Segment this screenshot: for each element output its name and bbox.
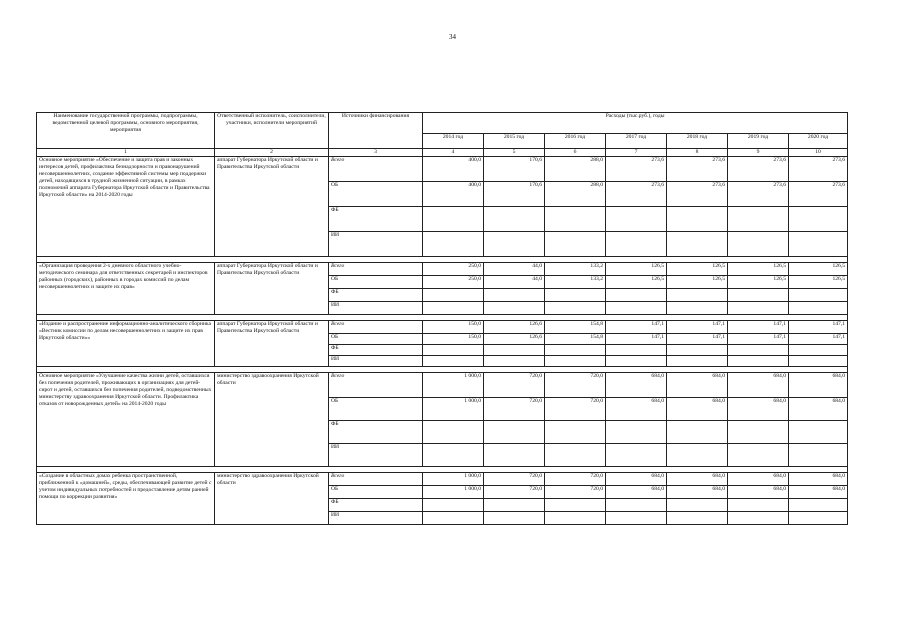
expense-value: 147,1 [606, 334, 667, 345]
funding-source: ОБ [329, 276, 423, 289]
expense-value: 147,1 [728, 334, 789, 345]
expense-value: 684,0 [606, 473, 667, 486]
expense-value: 273,6 [789, 182, 848, 207]
header-year: 2020 год [789, 134, 848, 149]
expense-value: 273,6 [728, 182, 789, 207]
expense-value: 273,6 [728, 157, 789, 182]
expense-value [789, 232, 848, 257]
funding-source: ФБ [329, 345, 423, 356]
column-number: 9 [728, 149, 789, 157]
expense-value [789, 289, 848, 302]
expense-value: 684,0 [667, 486, 728, 499]
expense-value: 154,8 [545, 321, 606, 334]
expense-value [789, 421, 848, 444]
page-number: 34 [449, 33, 456, 41]
column-number: 8 [667, 149, 728, 157]
expense-value: 154,8 [545, 334, 606, 345]
expense-value [667, 444, 728, 467]
measure-name: «Издание и распространение информационно-аналитического сборника «Вестник комиссии по делам несовершеннолетних и защите их прав Иркутской области»» [37, 321, 215, 367]
expense-value: 126,5 [728, 263, 789, 276]
responsible-executor: министерство здравоохранения Иркутской области [215, 473, 329, 525]
expense-value: 126,6 [484, 334, 545, 345]
table-row [37, 373, 848, 398]
expense-value: 273,6 [667, 182, 728, 207]
expense-value [423, 356, 484, 367]
funding-source: ОБ [329, 334, 423, 345]
column-number: 7 [606, 149, 667, 157]
header-year: 2015 год [484, 134, 545, 149]
expense-value: 684,0 [667, 373, 728, 398]
expense-value: 720,0 [545, 373, 606, 398]
expense-value: 147,1 [728, 321, 789, 334]
expense-value [545, 207, 606, 232]
expense-value [606, 345, 667, 356]
expense-value [667, 289, 728, 302]
expense-value: 684,0 [728, 373, 789, 398]
expense-value: 684,0 [789, 398, 848, 421]
expense-value [728, 499, 789, 512]
expense-value: 684,0 [606, 398, 667, 421]
funding-source: ФБ [329, 421, 423, 444]
funding-source: ИИ [329, 512, 423, 525]
expense-value [484, 302, 545, 315]
expense-value [789, 345, 848, 356]
expense-value: 126,5 [728, 276, 789, 289]
expense-value [789, 444, 848, 467]
expense-value: 684,0 [728, 486, 789, 499]
budget-table [36, 112, 848, 525]
expense-value: 150,0 [423, 321, 484, 334]
expense-value [728, 345, 789, 356]
expense-value: 720,0 [484, 473, 545, 486]
expense-value [484, 499, 545, 512]
table-row [37, 157, 848, 182]
expense-value: 273,6 [789, 157, 848, 182]
expense-value: 147,1 [789, 334, 848, 345]
expense-value: 170,6 [484, 157, 545, 182]
responsible-executor: аппарат Губернатора Иркутской области и Правительства Иркутской области [215, 321, 329, 367]
funding-source: ИИ [329, 444, 423, 467]
funding-source: Всего [329, 373, 423, 398]
expense-value: 126,5 [667, 263, 728, 276]
expense-value [667, 512, 728, 525]
column-number: 3 [329, 149, 423, 157]
expense-value [606, 289, 667, 302]
column-numbers-row [37, 149, 848, 157]
funding-source: ФБ [329, 289, 423, 302]
measure-name: «Организация проведения 2-х дневного областного учебно-методического семинара для ответственных секретарей и инспекторов районных (городских), районных в городах комиссий по делам несовершеннолетних и защите их прав» [37, 263, 215, 315]
expense-value [789, 207, 848, 232]
expense-value [484, 232, 545, 257]
expense-value: 684,0 [789, 473, 848, 486]
expense-value: 684,0 [728, 398, 789, 421]
expense-value [423, 421, 484, 444]
expense-value [545, 302, 606, 315]
expense-value: 400,0 [423, 157, 484, 182]
funding-source: Всего [329, 157, 423, 182]
header-name: Наименование государственной программы, подпрограммы, ведомственной целевой программы, основного мероприятия, мероприятия [37, 113, 215, 149]
expense-value: 133,2 [545, 276, 606, 289]
expense-value [789, 499, 848, 512]
funding-source: Всего [329, 321, 423, 334]
expense-value [545, 345, 606, 356]
expense-value [484, 289, 545, 302]
expense-value [423, 207, 484, 232]
expense-value [728, 356, 789, 367]
expense-value [423, 302, 484, 315]
expense-value [667, 356, 728, 367]
expense-value [606, 421, 667, 444]
expense-value [545, 499, 606, 512]
expense-value [667, 345, 728, 356]
expense-value [484, 207, 545, 232]
expense-value [667, 499, 728, 512]
header-responsible: Ответственный исполнитель, соисполнители, участники, исполнители мероприятий [215, 113, 329, 149]
expense-value: 126,5 [606, 263, 667, 276]
expense-value [728, 444, 789, 467]
expense-value: 684,0 [667, 473, 728, 486]
funding-source: Всего [329, 263, 423, 276]
expense-value [789, 356, 848, 367]
expense-value [789, 302, 848, 315]
expense-value: 288,0 [545, 157, 606, 182]
expense-value: 1 000,0 [423, 373, 484, 398]
expense-value [606, 499, 667, 512]
expense-value [606, 302, 667, 315]
expense-value: 150,0 [423, 334, 484, 345]
expense-value [423, 512, 484, 525]
expense-value: 170,6 [484, 182, 545, 207]
funding-source: ИИ [329, 232, 423, 257]
expense-value: 133,2 [545, 263, 606, 276]
expense-value [606, 444, 667, 467]
expense-value: 400,0 [423, 182, 484, 207]
expense-value [728, 512, 789, 525]
expense-value: 147,1 [667, 334, 728, 345]
expense-value: 273,6 [606, 182, 667, 207]
table-row [37, 321, 848, 334]
expense-value [545, 356, 606, 367]
expense-value [545, 232, 606, 257]
column-number: 2 [215, 149, 329, 157]
expense-value [484, 356, 545, 367]
expense-value: 126,5 [606, 276, 667, 289]
expense-value: 126,5 [667, 276, 728, 289]
expense-value [606, 207, 667, 232]
expense-value: 720,0 [545, 486, 606, 499]
expense-value [423, 232, 484, 257]
expense-value: 273,6 [667, 157, 728, 182]
funding-source: ИИ [329, 302, 423, 315]
column-number: 4 [423, 149, 484, 157]
funding-source: ОБ [329, 398, 423, 421]
expense-value: 684,0 [789, 486, 848, 499]
expense-value: 720,0 [545, 398, 606, 421]
expense-value [728, 302, 789, 315]
expense-value: 273,6 [606, 157, 667, 182]
header-year: 2016 год [545, 134, 606, 149]
expense-value: 1 000,0 [423, 473, 484, 486]
expense-value [789, 512, 848, 525]
expense-value [545, 512, 606, 525]
funding-source: ФБ [329, 499, 423, 512]
expense-value [728, 232, 789, 257]
table-row [37, 473, 848, 486]
expense-value [728, 289, 789, 302]
expense-value [545, 421, 606, 444]
expense-value [667, 207, 728, 232]
expense-value [545, 444, 606, 467]
expense-value [484, 345, 545, 356]
expense-value [728, 207, 789, 232]
expense-value [423, 345, 484, 356]
expense-value [423, 289, 484, 302]
measure-name: Основное мероприятие «Обеспечение и защита прав и законных интересов детей, профилактика безнадзорности и правонарушений несовершеннолетних, создание эффективной системы мер поддержки детей, находящихся в трудной жизненной ситуации, в рамках полномочий аппарата Губернатора Иркутской области и Правительства Иркутской области» на 2014-2020 годы [37, 157, 215, 257]
expense-value: 1 000,0 [423, 398, 484, 421]
expense-value [667, 421, 728, 444]
expense-value: 288,0 [545, 182, 606, 207]
expense-value: 126,6 [484, 321, 545, 334]
expense-value: 44,0 [484, 263, 545, 276]
expense-value: 684,0 [728, 473, 789, 486]
measure-name: «Создание в областных домах ребенка пространственной, приближенной к «домашней», среды, обеспечивающей развитие детей с учетом индивидуальных потребностей и предоставление детям ранней помощи по коррекции развития» [37, 473, 215, 525]
measure-name: Основное мероприятие «Улучшение качества жизни детей, оставшихся без попечения родителей, проживающих в организациях для детей-сирот и детей, оставшихся без попечения родителей, подведомственных министерству здравоохранения Иркутской области. Профилактика отказов от новорожденных детей» на 2014-2020 годы [37, 373, 215, 467]
expense-value: 720,0 [484, 486, 545, 499]
expense-value [606, 512, 667, 525]
responsible-executor: аппарат Губернатора Иркутской области и Правительства Иркутской области [215, 263, 329, 315]
expense-value: 684,0 [606, 486, 667, 499]
expense-value: 147,1 [789, 321, 848, 334]
funding-source: ИИ [329, 356, 423, 367]
expense-value [423, 444, 484, 467]
expense-value: 684,0 [789, 373, 848, 398]
column-number: 5 [484, 149, 545, 157]
expense-value: 147,1 [606, 321, 667, 334]
header-year: 2017 год [606, 134, 667, 149]
column-number: 10 [789, 149, 848, 157]
header-sources: Источники финансирования [329, 113, 423, 149]
expense-value [667, 302, 728, 315]
expense-value: 147,1 [667, 321, 728, 334]
expense-value [484, 512, 545, 525]
funding-source: ФБ [329, 207, 423, 232]
expense-value [728, 421, 789, 444]
expense-value [484, 421, 545, 444]
expense-value [545, 289, 606, 302]
expense-value: 720,0 [545, 473, 606, 486]
expense-value [484, 444, 545, 467]
responsible-executor: министерство здравоохранения Иркутской области [215, 373, 329, 467]
header-year: 2019 год [728, 134, 789, 149]
expense-value: 126,5 [789, 276, 848, 289]
responsible-executor: аппарат Губернатора Иркутской области и Правительства Иркутской области [215, 157, 329, 257]
funding-source: ОБ [329, 182, 423, 207]
expense-value: 250,0 [423, 263, 484, 276]
funding-source: ОБ [329, 486, 423, 499]
expense-value: 250,0 [423, 276, 484, 289]
header-year: 2014 год [423, 134, 484, 149]
header-expenses: Расходы (тыс.руб.), годы [423, 113, 848, 134]
expense-value: 684,0 [667, 398, 728, 421]
header-year: 2018 год [667, 134, 728, 149]
expense-value [667, 232, 728, 257]
expense-value [606, 232, 667, 257]
expense-value: 44,0 [484, 276, 545, 289]
expense-value: 126,5 [789, 263, 848, 276]
expense-value: 720,0 [484, 398, 545, 421]
expense-value [606, 356, 667, 367]
expense-value: 684,0 [606, 373, 667, 398]
table-row [37, 263, 848, 276]
column-number: 1 [37, 149, 215, 157]
column-number: 6 [545, 149, 606, 157]
expense-value: 1 000,0 [423, 486, 484, 499]
funding-source: Всего [329, 473, 423, 486]
expense-value: 720,0 [484, 373, 545, 398]
expense-value [423, 499, 484, 512]
